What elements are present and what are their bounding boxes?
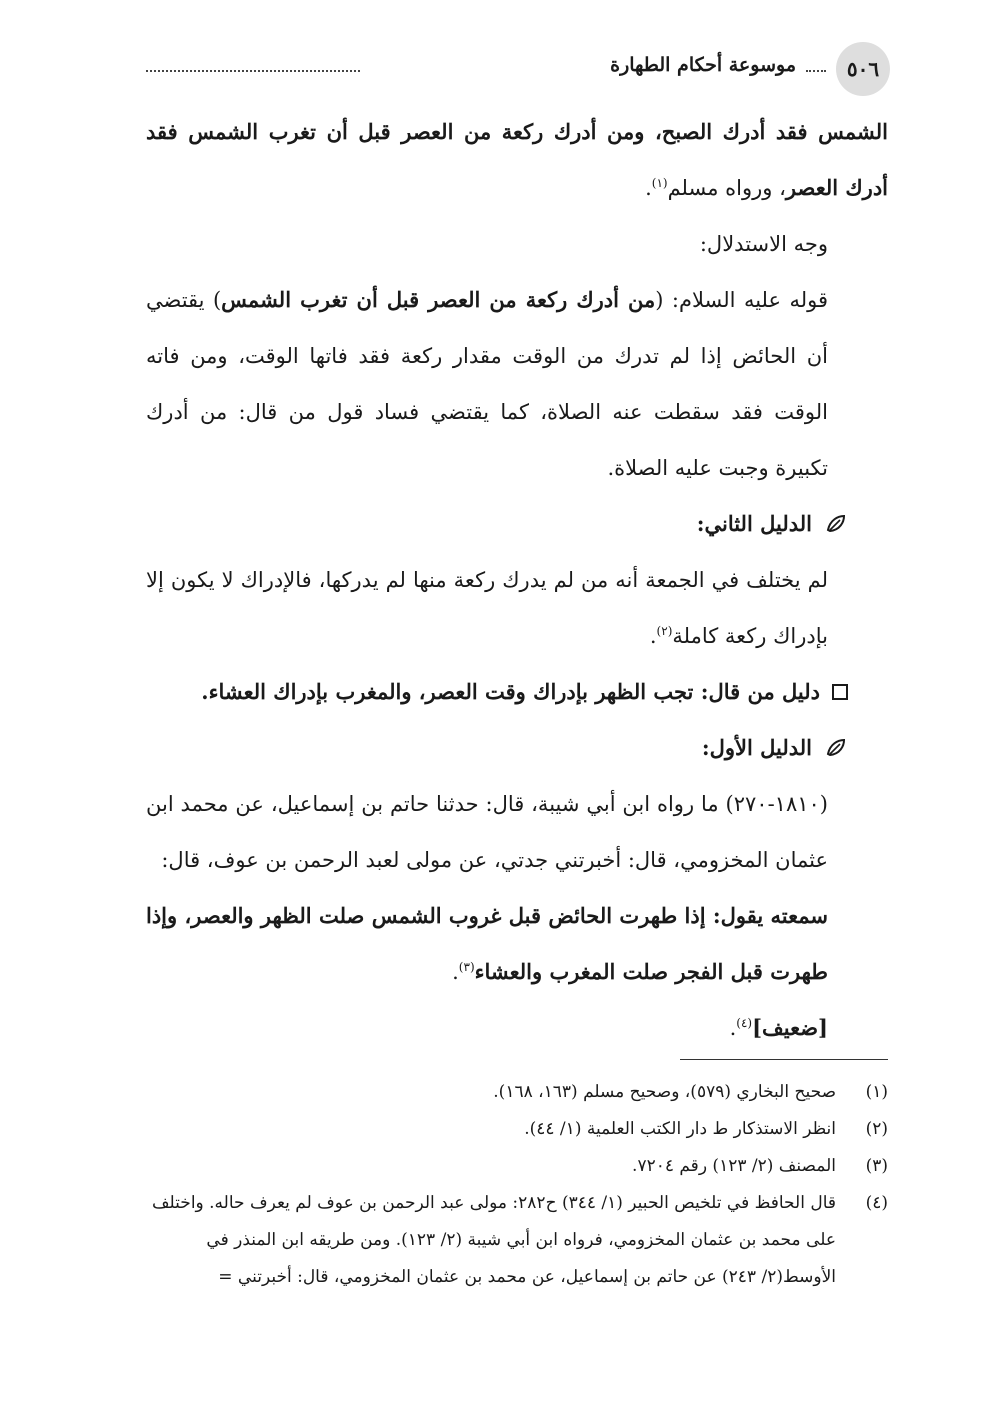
- running-header: [146, 42, 888, 98]
- square-bullet-icon: [832, 684, 848, 700]
- footnote-number: (٢): [865, 1119, 888, 1139]
- footnote-2: [146, 1111, 888, 1148]
- paragraph-1: [146, 104, 888, 216]
- footnotes: [146, 1074, 888, 1296]
- header-dots-left: [146, 70, 360, 72]
- main-text: [146, 104, 888, 1056]
- leaf-ornament-icon: [824, 736, 848, 760]
- paragraph-2: وجه الاستدلال:: [699, 232, 828, 256]
- grading-label: [ضعيف]: [752, 1015, 828, 1040]
- hadith-text: الشمس فقد أدرك الصبح، ومن أدرك ركعة من العصر قبل أن تغرب الشمس فقد أدرك العصر: [146, 119, 888, 200]
- topic-text: دليل من قال: تجب الظهر بإدراك وقت العصر، والمغرب بإدراك العشاء.: [201, 679, 820, 704]
- hadith-text: سمعته يقول: إذا طهرت الحائض قبل غروب الشمس صلت الظهر والعصر، وإذا طهرت قبل الفجر صلت المغرب والعشاء: [146, 903, 828, 984]
- footnote-text: المصنف (٢/ ١٢٣) رقم ٧٢٠٤.: [632, 1156, 836, 1176]
- paragraph-text: قوله عليه السلام: (: [655, 288, 829, 312]
- running-title: موسوعة أحكام الطهارة: [610, 54, 796, 76]
- paragraph-text: ) يقتضي أن الحائض إذا لم تدرك من الوقت مقدار ركعة فقد فاتها الوقت، ومن فاته الوقت فقد سقطت عنه الصلاة، كما يقتضي فساد قول من قال: من أدرك تكبيرة وجبت عليه الصلاة.: [146, 288, 828, 480]
- footnote-number: (٤): [865, 1193, 888, 1213]
- paragraph-text: ، ورواه مسلم: [667, 176, 786, 200]
- footnote-1: [146, 1074, 888, 1111]
- paragraph-4: [146, 552, 888, 664]
- paragraph-5: (١٨١٠-٢٧٠) ما رواه ابن أبي شيبة، قال: حدثنا حاتم بن إسماعيل، عن محمد ابن عثمان المخزومي، قال: أخبرتني جدتي، عن مولى لعبد الرحمن بن عوف، قال:: [146, 792, 828, 872]
- heading-second-evidence: [146, 496, 888, 552]
- footnote-4: [146, 1185, 888, 1296]
- footnote-text: صحيح البخاري (٥٧٩)، وصحيح مسلم (١٦٣، ١٦٨).: [493, 1082, 836, 1102]
- header-dots-right: [806, 70, 826, 72]
- paragraph-3: [146, 272, 888, 496]
- footnote-text: انظر الاستذكار ط دار الكتب العلمية (١/ ٤٤).: [524, 1119, 836, 1139]
- heading-text: الدليل الأول:: [701, 735, 812, 760]
- heading-text: الدليل الثاني:: [696, 511, 812, 536]
- topic-heading: [146, 664, 888, 720]
- heading-first-evidence: [146, 720, 888, 776]
- hadith-quote: من أدرك ركعة من العصر قبل أن تغرب الشمس: [221, 287, 656, 312]
- paragraph-text: لم يختلف في الجمعة أنه من لم يدرك ركعة منها لم يدركها، فالإدراك لا يكون إلا بإدراك ركعة كاملة: [146, 568, 828, 648]
- footnote-ref: (٣): [458, 960, 475, 974]
- punctuation: .: [452, 960, 459, 984]
- page: [146, 0, 888, 1417]
- footnote-text: قال الحافظ في تلخيص الحبير (١/ ٣٤٤) ح٢٨٢: مولى عبد الرحمن بن عوف لم يعرف حاله. واختلف على محمد بن عثمان المخزومي، فرواه ابن أبي شيبة (٢/ ١٢٣). ومن طريقه ابن المنذر في الأوسط(٢/ ٢٤٣) عن حاتم بن إسماعيل، عن محمد بن عثمان المخزومي، قال: أخبرتني =: [151, 1193, 836, 1287]
- footnote-separator: [680, 1059, 888, 1060]
- footnote-number: (١): [865, 1082, 888, 1102]
- paragraph-7: [146, 1000, 888, 1056]
- punctuation: .: [645, 176, 652, 200]
- footnote-ref: (١): [651, 176, 668, 190]
- punctuation: .: [649, 624, 657, 648]
- footnote-ref: (٤): [736, 1016, 753, 1030]
- footnote-3: [146, 1148, 888, 1185]
- footnote-number: (٣): [865, 1156, 888, 1176]
- punctuation: .: [729, 1016, 737, 1040]
- footnote-ref: (٢): [656, 624, 673, 638]
- page-number: ٥٠٦: [836, 42, 890, 96]
- paragraph-6: [146, 888, 888, 1000]
- leaf-ornament-icon: [824, 512, 848, 536]
